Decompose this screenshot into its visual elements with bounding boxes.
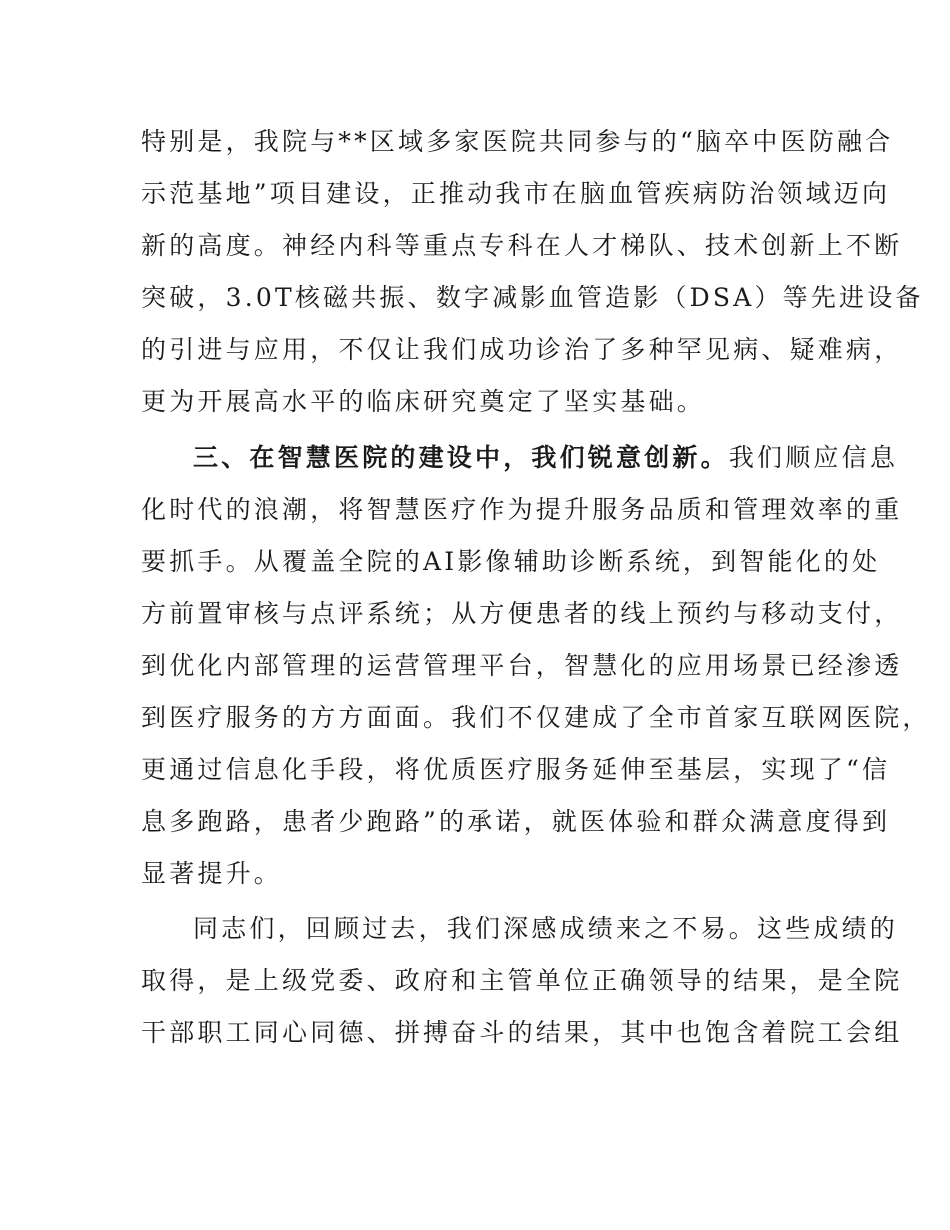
text-line: 显著提升。 xyxy=(141,859,283,888)
text-line: 的引进与应用，不仅让我们成功诊治了多种罕见病、疑难病， xyxy=(141,335,903,364)
text-line: 干部职工同心同德、拼搏奋斗的结果，其中也饱含着院工会组 xyxy=(141,1018,903,1047)
text-line: 要抓手。从覆盖全院的AI影像辅助诊断系统，到智能化的处 xyxy=(141,547,881,576)
text-line: 到优化内部管理的运营管理平台，智慧化的应用场景已经渗透 xyxy=(141,651,903,680)
text-line: 新的高度。神经内科等重点专科在人才梯队、技术创新上不断 xyxy=(141,231,903,260)
text-line: 特别是，我院与**区域多家医院共同参与的“脑卒中医防融合 xyxy=(141,127,894,156)
text-line xyxy=(141,443,898,473)
text-line: 方前置审核与点评系统；从方便患者的线上预约与移动支付， xyxy=(141,599,903,628)
text-line: 示范基地”项目建设，正推动我市在脑血管疾病防治领域迈向 xyxy=(141,179,891,208)
text-line: 取得，是上级党委、政府和主管单位正确领导的结果，是全院 xyxy=(141,966,903,995)
text-line: 突破，3.0T核磁共振、数字减影血管造影（DSA）等先进设备 xyxy=(141,283,924,312)
text-run: 我们顺应信息 xyxy=(728,443,899,472)
text-line: 同志们，回顾过去，我们深感成绩来之不易。这些成绩的 xyxy=(193,914,899,943)
text-line: 到医疗服务的方方面面。我们不仅建成了全市首家互联网医院， xyxy=(141,703,931,732)
section-heading: 三、在智慧医院的建设中，我们锐意创新。 xyxy=(193,443,729,472)
text-line: 化时代的浪潮，将智慧医疗作为提升服务品质和管理效率的重 xyxy=(141,495,903,524)
text-line: 更为开展高水平的临床研究奠定了坚实基础。 xyxy=(141,387,706,416)
text-line: 息多跑路，患者少跑路”的承诺，就医体验和群众满意度得到 xyxy=(141,807,891,836)
text-line: 更通过信息化手段，将优质医疗服务延伸至基层，实现了“信 xyxy=(141,755,891,784)
